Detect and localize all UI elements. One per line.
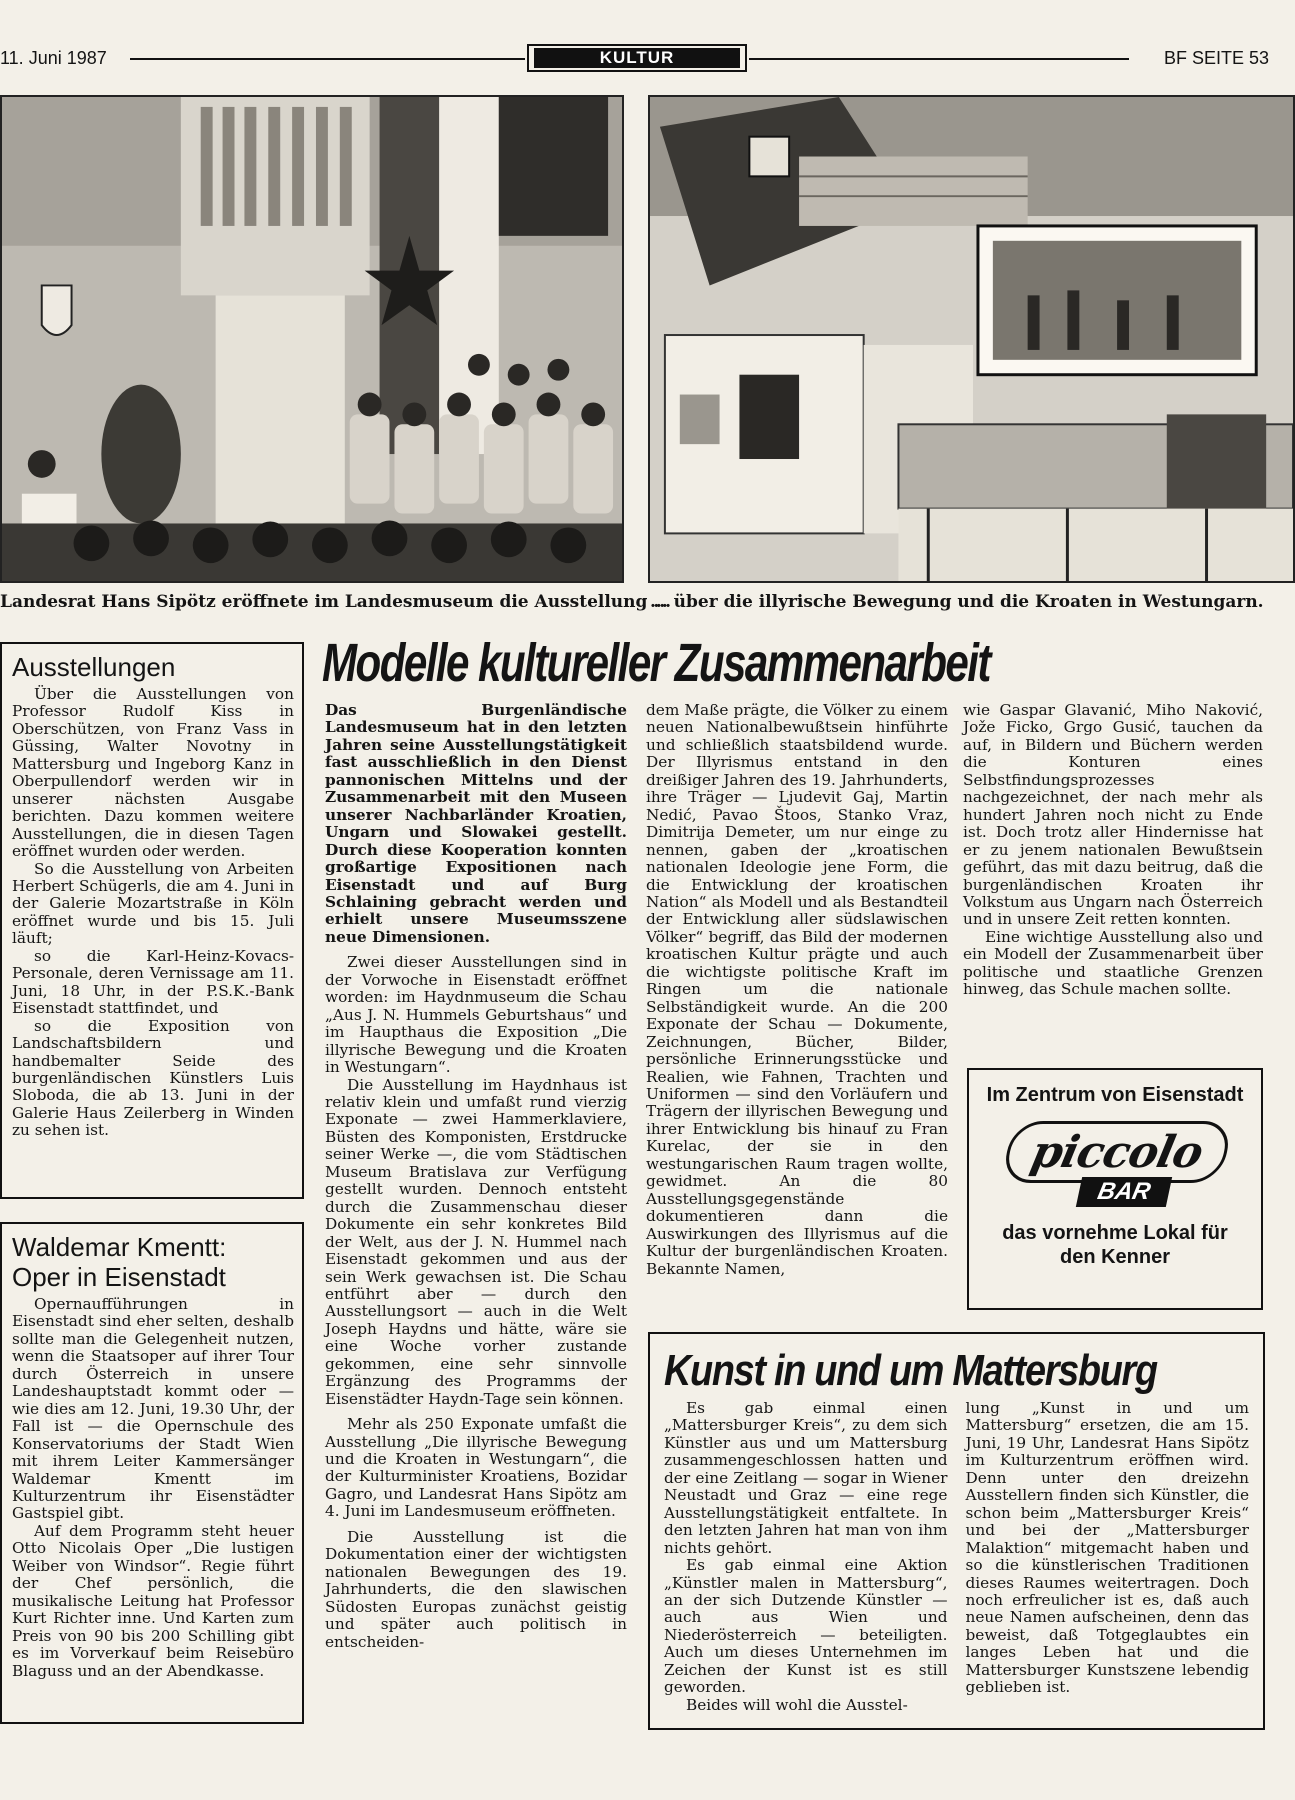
sidebar-kmentt-title-line1: Waldemar Kmentt: bbox=[12, 1232, 227, 1262]
main-article-headline: Modelle kultureller Zusammenarbeit bbox=[322, 633, 990, 693]
header-rule-right bbox=[749, 58, 1129, 60]
photo-exhibition-hall bbox=[648, 95, 1295, 583]
sidebar-kmentt-paragraph: Auf dem Programm steht heuer Otto Nicolais Oper „Die lustigen Weiber von Windsor“. Regie führt der Chef persönlich, die musikalische Leitung hat Professor Kurt Richter inne. Und Karten zum Preis von 90 bis 200 Schilling gibt es im Vorverkauf beim Reisebüro Blaguss und an der Abendkasse. bbox=[12, 1521, 294, 1680]
main-article-paragraph: dem Maße prägte, die Völker zu einem neuen Nationalbewußtsein hinführte und schließlich staatsbildend wurde. Der Illyrismus entstand in den dreißiger Jahren des 19. Jahrhunderts, ihre Träger — Ljudevit Gaj, Martin Nedić, Pavao Štoos, Stanko Vraz, Dimitrija Demeter, um nur einge zu nennen, gaben der „kroatischen nationalen Ideologie jene Form, die die Entwicklung der kroatischen Nation“ als Modell und als Bestandteil der Entwicklung aller südslawischen Völker“ begriff, das Bild der modernen kroatischen Kultur prägte und auch die wichtigste politische Kraft im Ringen um die nationale Selbständigkeit wurde. An die 200 Exponate der Schau — Dokumente, Zeichnungen, Bücher, Bilder, persönliche Erinnerungsstücke und Realien, wie Fahnen, Trachten und Uniformen — sind den Vorläufern und Trägern der illyrischen Bewegung und ihrer Entwicklung bis hinauf zu Fran Kurelac, der sie in den westungarischen Raum tragen wollte, gewidmet. An die 80 Ausstellungsgegenstände dokumentieren dann die Auswirkungen des Illyrismus auf die Kultur der burgenländischen Kroaten. Bekannte Namen, bbox=[646, 701, 948, 1278]
main-article-paragraph: Zwei dieser Ausstellungen sind in der Vorwoche in Eisenstadt eröffnet worden: im Haydnmuseum die Schau „Aus J. N. Hummels Geburtshaus“ und im Haupthaus die Exposition „Die illyrische Bewegung und die Kroaten in Westungarn“. bbox=[325, 953, 627, 1077]
advertisement-piccolo-bar bbox=[967, 1068, 1263, 1310]
photo-opening-ceremony-image bbox=[2, 97, 622, 581]
sidebar-ausstellungen-paragraph: Über die Ausstellungen von Professor Rudolf Kiss in Oberschützen, von Franz Vass in Güssing, Walter Novotny in Mattersburg und Ingeborg Kanz in Oberpullendorf werden wir in unserer nächsten Ausgabe berichten. Dazu kommen weitere Ausstellungen, die in diesen Tagen eröffnet wurden oder werden. bbox=[12, 685, 294, 861]
second-article-headline: Kunst in und um Mattersburg bbox=[664, 1346, 1157, 1395]
main-article-col2 bbox=[646, 702, 948, 1278]
photo-caption-right: ... über die illyrische Bewegung und die Kroaten in Westungarn. bbox=[650, 592, 1264, 612]
photo-opening-ceremony bbox=[0, 95, 624, 583]
ad-logo bbox=[969, 1115, 1261, 1215]
second-article bbox=[648, 1332, 1265, 1730]
main-article-paragraph: Die Ausstellung im Haydnhaus ist relativ klein und umfaßt rund vierzig Exponate — zwei Hammerklaviere, Büsten des Komponisten, Erstdrucke seiner Werke —, die vom Städtischen Museum Bratislava zur Verfügung gestellt wurden. Dennoch entsteht durch die Zusammenschau dieser Dokumente ein sehr konkretes Bild der Welt, aus der J. N. Hummel nach Eisenstadt gekommen und aus der sein Werk gewachsen ist. Die Schau entführt aber — durch den Ausstellungsort — auch in die Welt Joseph Haydns und hätte, wäre sie eine Woche vorher zustande gekommen, eine sehr sinnvolle Ergänzung des Programms der Eisenstädter Haydn-Tage sein können. bbox=[325, 1075, 627, 1408]
main-article-paragraph: Mehr als 250 Exponate umfaßt die Ausstellung „Die illyrische Bewegung und die Kroaten in Westungarn“, die der Kulturminister Kroatiens, Bozidar Gagro, und Landesrat Hans Sipötz am 4. Juni im Landesmuseum eröffneten. bbox=[325, 1415, 627, 1521]
second-article-columns bbox=[664, 1400, 1249, 1714]
sidebar-kmentt bbox=[0, 1222, 304, 1724]
ad-line3: den Kenner bbox=[1059, 1246, 1171, 1268]
main-article-lead: Das Burgenländische Landesmuseum hat in den letzten Jahren seine Ausstellungstätigkeit fast ausschließlich in den Dienst pannonischen Mittelns und der Zusammenarbeit mit den Museen unserer Nachbarländer Kroatien, Ungarn und Slowakei gestellt. Durch diese Kooperation konnten großartige Expositionen nach Eisenstadt und auf Burg Schlaining gebracht werden und erhielt unsere Museumsszene neue Dimensionen. bbox=[325, 701, 627, 946]
header-rule-left bbox=[130, 58, 525, 60]
ad-logo-main: piccolo bbox=[1026, 1126, 1208, 1178]
ad-logo-frame bbox=[1000, 1121, 1233, 1183]
photo-caption-left: Landesrat Hans Sipötz eröffnete im Landesmuseum die Ausstellung ... bbox=[0, 592, 672, 612]
sidebar-kmentt-text bbox=[12, 1296, 294, 1680]
main-article-col3 bbox=[963, 702, 1263, 999]
ad-line2: das vornehme Lokal für bbox=[1002, 1222, 1228, 1244]
main-article-headline-wrap bbox=[322, 632, 1282, 694]
main-article-paragraph: wie Gaspar Glavanić, Miho Naković, Jože Ficko, Grgo Gusić, tauchen da auf, in Bildern und Büchern werden die Konturen eines Selbstfindungsprozesses nachgezeichnet, der nach mehr als hundert Jahren noch nicht zu Ende ist. Doch trotz aller Hindernisse hat er zu jenem nationalen Bewußtsein geführt, das mit dazu beitrug, daß die burgenländischen Kroaten ihr Volkstum aus Ungarn nach Österreich und in unsere Zeit retten konnten. bbox=[963, 701, 1263, 929]
sidebar-ausstellungen-paragraph: so die Exposition von Landschaftsbildern und handbemalter Seide des burgenländischen Künstlers Luis Sloboda, die ab 13. Juni in der Galerie Haus Zeilerberg in Winden zu sehen ist. bbox=[12, 1016, 294, 1140]
section-label: KULTUR bbox=[534, 48, 740, 68]
main-article-col1 bbox=[325, 702, 627, 1651]
second-article-paragraph: Es gab einmal einen „Mattersburger Kreis“, zu dem sich Künstler aus und um Mattersburg zusammengeschlossen hatten und der eine Zeitlang — sogar in Wiener Neustadt und Graz — eine rege Ausstellungstätigkeit entfaltete. In den letzten Jahren hat man von ihm nichts gehört. bbox=[664, 1399, 948, 1557]
second-article-paragraph: lung „Kunst in und um Mattersburg“ ersetzen, die am 15. Juni, 19 Uhr, Landesrat Hans Sipötz im Kulturzentrum eröffnen wird. Denn unter den dreizehn Ausstellern finden sich Künstler, die schon beim „Mattersburger Kreis“ und bei der „Mattersburger Malaktion“ mitgemacht haben und so die künstlerischen Traditionen dieses Raumes weitertragen. Doch noch erfreulicher ist es, daß auch neue Namen aufscheinen, denn das beweist, daß Totgeglaubtes ein langes Leben hat und die Mattersburger Kunstszene lebendig geblieben ist. bbox=[965, 1399, 1249, 1697]
photo-exhibition-hall-image bbox=[650, 97, 1293, 581]
header-page-number: BF SEITE 53 bbox=[1163, 48, 1269, 68]
main-article-paragraph: Eine wichtige Ausstellung also und ein Modell der Zusammenarbeit über politische und staatliche Grenzen hinweg, das Schule machen sollte. bbox=[963, 927, 1263, 999]
ad-line1: Im Zentrum von Eisenstadt bbox=[986, 1084, 1244, 1106]
main-article-paragraph: Die Ausstellung ist die Dokumentation einer der wichtigsten nationalen Bewegungen des 19. Jahrhunderts, die den slawischen Südosten Europas zunächst geistig und später auch politisch in entscheiden- bbox=[325, 1527, 627, 1651]
sidebar-kmentt-title-line2: Oper in Eisenstadt bbox=[12, 1262, 226, 1292]
sidebar-ausstellungen bbox=[0, 642, 304, 1199]
second-article-col1 bbox=[664, 1400, 948, 1714]
section-banner bbox=[527, 44, 747, 72]
ad-logo-sub: BAR bbox=[1076, 1177, 1172, 1207]
sidebar-kmentt-paragraph: Opernaufführungen in Eisenstadt sind eher selten, deshalb sollte man die Gelegenheit nutzen, wenn die Staatsoper auf ihrer Tour durch Österreich in unsere Landeshauptstadt kommt oder — wie dies am 12. Juni, 19.30 Uhr, der Fall ist — die Opernschule des Konservatoriums der Stadt Wien mit ihrem Leiter Kammersänger Waldemar Kmentt im Kulturzentrum ihr Eisenstädter Gastspiel gibt. bbox=[12, 1295, 294, 1523]
second-article-paragraph: Es gab einmal eine Aktion „Künstler malen in Mattersburg“, an der sich Dutzende Künstler — auch aus Wien und Niederösterreich — beteiligten. Auch um dieses Unternehmen im Zeichen der Kunst ist es still geworden. bbox=[664, 1556, 948, 1697]
sidebar-ausstellungen-paragraph: So die Ausstellung von Arbeiten Herbert Schügerls, die am 4. Juni in der Galerie Mozartstraße in Köln eröffnet wurde und bis 15. Juli läuft; bbox=[12, 859, 294, 948]
header-date: 11. Juni 1987 bbox=[0, 48, 107, 68]
sidebar-ausstellungen-title: Ausstellungen bbox=[12, 652, 176, 682]
sidebar-ausstellungen-paragraph: so die Karl-Heinz-Kovacs-Personale, deren Vernissage am 11. Juni, 18 Uhr, in der P.S.K.-Bank Eisenstadt stattfindet, und bbox=[12, 946, 294, 1018]
second-article-col2 bbox=[966, 1400, 1250, 1714]
sidebar-ausstellungen-text bbox=[12, 686, 294, 1140]
second-article-paragraph: Beides will wohl die Ausstel- bbox=[686, 1695, 908, 1714]
